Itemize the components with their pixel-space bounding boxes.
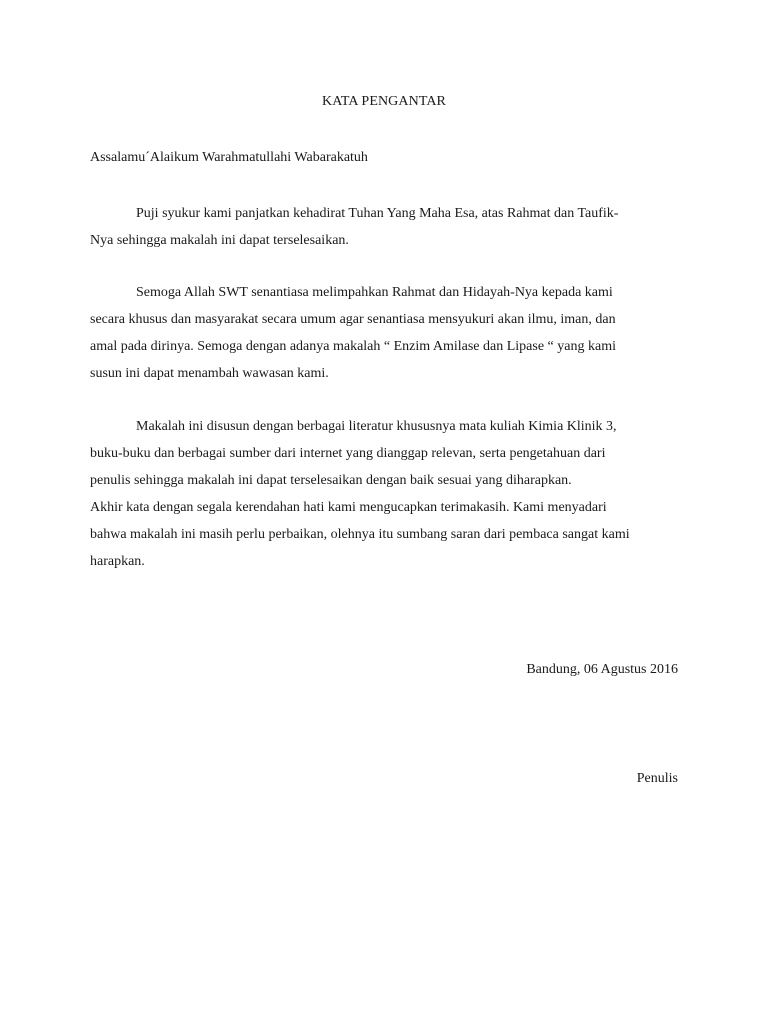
paragraph-line: susun ini dapat menambah wawasan kami. xyxy=(90,366,329,381)
paragraph-line: Makalah ini disusun dengan berbagai literatur khususnya mata kuliah Kimia Klinik 3, xyxy=(136,419,617,434)
paragraph-2 xyxy=(90,279,680,387)
paragraph-line: Akhir kata dengan segala kerendahan hati kami mengucapkan terimakasih. Kami menyadari xyxy=(90,500,607,515)
paragraph-line: Puji syukur kami panjatkan kehadirat Tuhan Yang Maha Esa, atas Rahmat dan Taufik- xyxy=(136,206,619,221)
city-date: Bandung, 06 Agustus 2016 xyxy=(526,662,678,677)
paragraph-line: secara khusus dan masyarakat secara umum agar senantiasa mensyukuri akan ilmu, iman, dan xyxy=(90,312,616,327)
paragraph-1 xyxy=(90,200,680,254)
paragraph-line: Semoga Allah SWT senantiasa melimpahkan Rahmat dan Hidayah-Nya kepada kami xyxy=(136,285,613,300)
paragraph-line: bahwa makalah ini masih perlu perbaikan, olehnya itu sumbang saran dari pembaca sangat kami xyxy=(90,527,630,542)
paragraph-line: amal pada dirinya. Semoga dengan adanya makalah “ Enzim Amilase dan Lipase “ yang kami xyxy=(90,339,616,354)
author-signature-label: Penulis xyxy=(636,771,678,786)
paragraph-line: penulis sehingga makalah ini dapat terselesaikan dengan baik sesuai yang diharapkan. xyxy=(90,473,572,488)
document-title: KATA PENGANTAR xyxy=(322,94,446,109)
paragraph-line: buku-buku dan berbagai sumber dari internet yang dianggap relevan, serta pengetahuan dari xyxy=(90,446,606,461)
greeting-text: Assalamu´Alaikum Warahmatullahi Wabarakatuh xyxy=(90,150,368,165)
paragraph-3 xyxy=(90,413,680,575)
paragraph-line: Nya sehingga makalah ini dapat terselesaikan. xyxy=(90,233,349,248)
paragraph-line: harapkan. xyxy=(90,554,145,569)
